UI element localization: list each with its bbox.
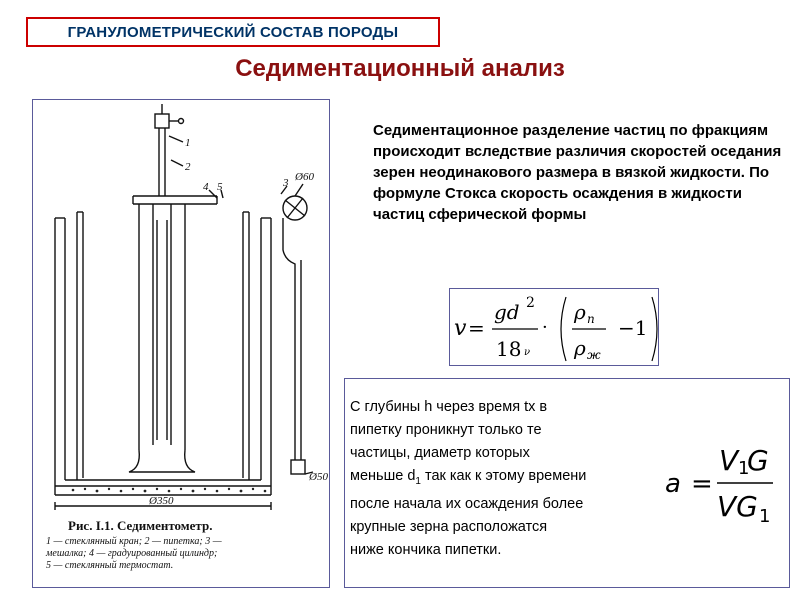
formula-rho-p: ρ — [574, 300, 586, 324]
tap — [155, 114, 169, 128]
drain-valve — [291, 460, 305, 474]
formula-num: gd — [494, 300, 520, 324]
sedimentometer-drawing — [33, 100, 331, 589]
page-title: Седиментационный анализ — [235, 55, 565, 82]
formula-den: 18 — [496, 337, 522, 361]
note-line: частицы, диаметр которых — [350, 445, 530, 461]
ratio-formula-svg — [665, 436, 775, 528]
formula-minus-one: −1 — [618, 316, 648, 340]
label-2: 2 — [185, 161, 191, 173]
note-line: крупные зерна расположатся — [350, 518, 548, 535]
formula-sub-p: п — [587, 312, 595, 326]
label-d350: Ø350 — [149, 495, 174, 507]
caption-title: Рис. I.1. Седиментометр. — [68, 518, 213, 533]
pipette-bottom — [129, 450, 195, 472]
paren-left — [561, 297, 566, 361]
note-text — [350, 396, 680, 562]
label-d60: Ø60 — [295, 171, 314, 183]
stokes-formula — [449, 288, 659, 366]
label-d50: Ø50 — [309, 471, 328, 483]
header-label: ГРАНУЛОМЕТРИЧЕСКИЙ СОСТАВ ПОРОДЫ — [67, 23, 399, 41]
label-3: 3 — [283, 177, 289, 189]
figure-caption — [40, 518, 330, 572]
ratio-num-a: V — [719, 444, 739, 477]
formula-sub-zh: ж — [587, 348, 601, 362]
description-text: Седиментационное разделение частиц по фракциям происходит вследствие различия скоростей оседания зерен неодинакового размера в вязкой жидкости. По формуле Стокса скорость осаждения в жидкости частиц сферической формы — [373, 122, 782, 223]
formula-eq: = — [468, 316, 485, 340]
paren-right — [652, 297, 657, 361]
ratio-eq: = — [691, 469, 713, 499]
ratio-lhs: a — [665, 469, 681, 499]
ratio-num-b: G — [747, 444, 769, 477]
note-line4-b: так как к этому времени — [420, 468, 587, 484]
caption-text — [40, 536, 330, 572]
note-line4-a: меньше d — [350, 468, 416, 484]
note-line — [350, 465, 680, 493]
note-line: после начала их осаждения более — [350, 495, 584, 512]
header-box — [26, 17, 440, 47]
formula-rho-zh: ρ — [574, 336, 586, 360]
ratio-num-sub: 1 — [738, 458, 750, 479]
note-line: пипетку проникнут только те — [350, 422, 542, 438]
figure-frame — [32, 99, 330, 588]
formula-exp: 2 — [526, 295, 535, 311]
label-1: 1 — [185, 137, 191, 149]
caption-line: мешалка; 4 — градуированный цилиндр; — [46, 548, 218, 559]
bottom-gravel — [72, 488, 267, 493]
ratio-formula — [665, 436, 775, 528]
label-4: 4 — [203, 181, 209, 193]
note-line: ниже кончика пипетки. — [350, 541, 502, 558]
label-5: 5 — [217, 181, 223, 193]
note-line4-sub: 1 — [415, 475, 421, 487]
note-line: С глубины h через время tx в — [350, 399, 548, 415]
caption-line: 5 — стеклянный термостат. — [46, 560, 174, 571]
ratio-den-a: VG — [717, 490, 758, 523]
formula-v: v — [454, 316, 467, 341]
ratio-den-sub: 1 — [759, 506, 771, 527]
stokes-formula-svg — [450, 289, 660, 367]
caption-line: 1 — стеклянный кран; 2 — пипетка; 3 — — [46, 536, 222, 547]
formula-den-sub: ν — [524, 347, 531, 358]
formula-dot: · — [542, 317, 548, 338]
